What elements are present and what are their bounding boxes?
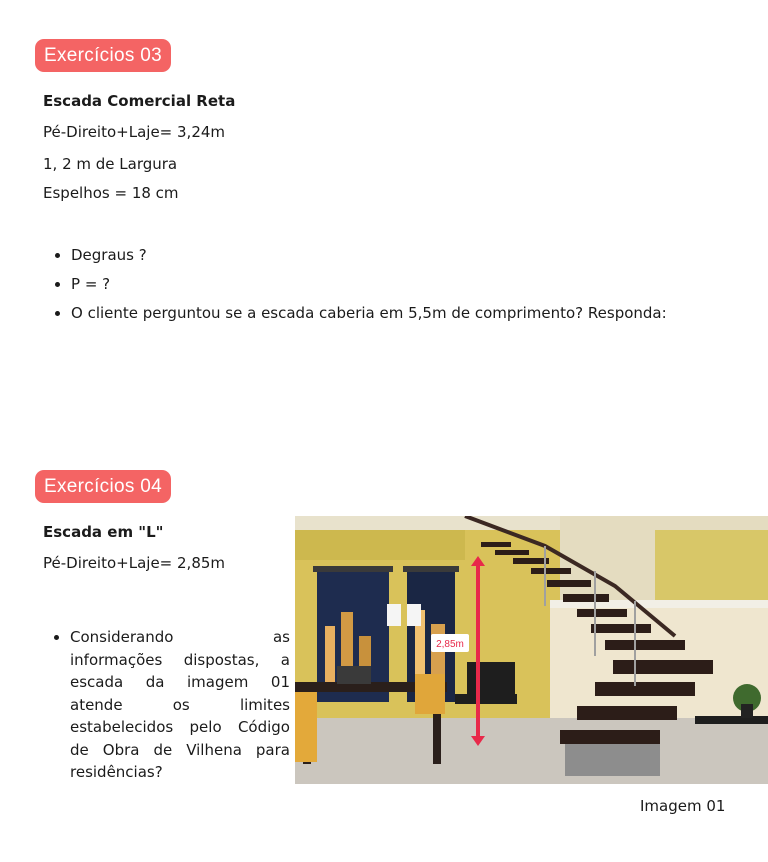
exercise-04-line: Pé-Direito+Laje= 2,85m (43, 554, 226, 572)
bullet-question: • O cliente perguntou se a escada caberia em 5,5m de comprimento? Responda: (71, 299, 761, 328)
exercise-04-heading: Exercícios 04 (35, 470, 171, 503)
exercise-03-heading: Exercícios 03 (35, 39, 171, 72)
exercise-03-bullets (57, 241, 761, 328)
exercise-03-line-3: Espelhos = 18 cm (43, 184, 179, 202)
image-caption: Imagem 01 (640, 797, 726, 815)
exercise-03-line-2: 1, 2 m de Largura (43, 155, 178, 173)
exercise-03-line-1: Pé-Direito+Laje= 3,24m (43, 123, 226, 141)
exercise-04-bullets (57, 626, 290, 784)
exercise-03-title: Escada Comercial Reta (43, 92, 236, 110)
staircase-photo (295, 516, 768, 784)
bullet-degraus: • Degraus ? (71, 241, 761, 270)
bullet-question: • Considerando as informações dispostas, a escada da imagem 01 atende os limites estabelecidos pelo Código de Obra de Vilhena para residências? (70, 626, 290, 784)
bullet-p: • P = ? (71, 270, 761, 299)
exercise-04-title: Escada em "L" (43, 523, 164, 541)
measure-label: 2,85m (436, 639, 464, 650)
